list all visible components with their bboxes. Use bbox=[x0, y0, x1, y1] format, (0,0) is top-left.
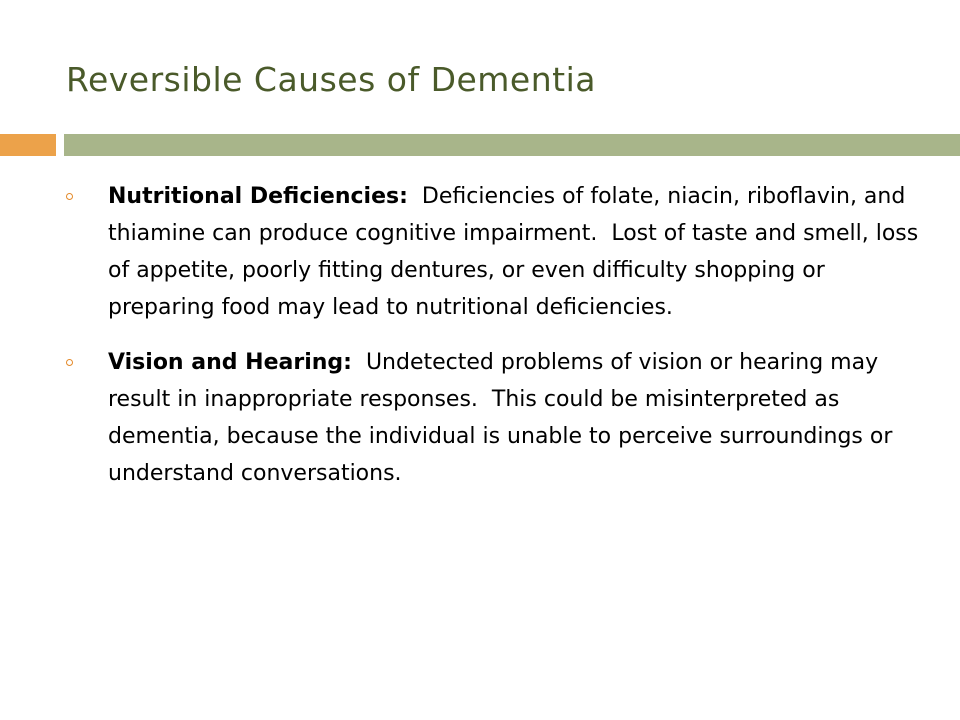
accent-bar-green bbox=[64, 134, 960, 156]
bullet-circle-icon bbox=[66, 359, 73, 366]
bullet-list bbox=[66, 178, 926, 510]
bullet-item-nutritional-deficiencies bbox=[66, 178, 926, 326]
bullet-circle-icon bbox=[66, 193, 73, 200]
bullet-text: Deficiencies of folate, niacin, riboflavin, and thiamine can produce cognitive impairment. Lost of taste and smell, loss of appetite, poorly fitting dentures, or even difficulty shopping or preparing food may lead to nutritional deficiencies. bbox=[108, 184, 926, 320]
bullet-heading: Nutritional Deficiencies: bbox=[108, 184, 408, 209]
slide-title: Reversible Causes of Dementia bbox=[66, 60, 596, 99]
bullet-item-vision-and-hearing bbox=[66, 344, 926, 492]
bullet-heading: Vision and Hearing: bbox=[108, 350, 352, 375]
accent-bar-orange bbox=[0, 134, 56, 156]
bullet-text: Undetected problems of vision or hearing may result in inappropriate responses. This could be misinterpreted as dementia, because the individual is unable to perceive surroundings or understand conversations. bbox=[108, 350, 900, 486]
